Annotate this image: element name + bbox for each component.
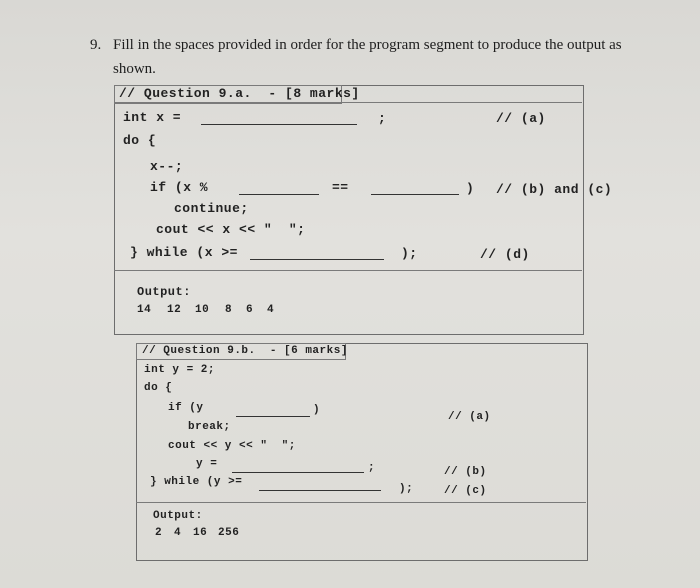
part-b-while-close: ); bbox=[399, 483, 414, 495]
question-text-line2: shown. bbox=[113, 61, 156, 77]
part-b-comment-a: // (a) bbox=[448, 411, 491, 423]
blank-d[interactable] bbox=[250, 259, 384, 260]
part-a-if-close: ) bbox=[466, 181, 475, 196]
part-a-output-2: 12 bbox=[167, 304, 182, 316]
part-b-output-label: Output: bbox=[153, 510, 203, 522]
part-b-output-3: 16 bbox=[193, 527, 208, 539]
part-a-continue-line: continue; bbox=[174, 201, 249, 216]
question-text-line1: Fill in the spaces provided in order for the program segment to produce the output as bbox=[113, 37, 622, 53]
part-a-output-5: 6 bbox=[246, 304, 254, 316]
part-b-output-2: 4 bbox=[174, 527, 182, 539]
part-a-eq-operator: == bbox=[332, 180, 349, 195]
part-a-comment-bc: // (b) and (c) bbox=[496, 182, 613, 197]
part-b-comment-b: // (b) bbox=[444, 466, 487, 478]
part-a-output-label: Output: bbox=[137, 285, 191, 299]
blank-c[interactable] bbox=[371, 194, 459, 195]
part-a-output-6: 4 bbox=[267, 304, 275, 316]
part-b-if-close: ) bbox=[313, 404, 321, 416]
question-number: 9. bbox=[90, 37, 102, 53]
blank-b[interactable] bbox=[239, 194, 319, 195]
part-b-if-line: if (y bbox=[168, 402, 204, 414]
part-a-comment-d: // (d) bbox=[480, 247, 530, 262]
blank-b-c[interactable] bbox=[259, 490, 381, 491]
part-b-assign-line: y = bbox=[196, 458, 218, 470]
part-a-cout-line: cout << x << " "; bbox=[156, 222, 306, 237]
part-a-while-line: } while (x >= bbox=[130, 245, 238, 260]
part-a-if-line: if (x % bbox=[150, 180, 209, 195]
part-a-header-divider bbox=[114, 102, 582, 103]
part-b-while-line: } while (y >= bbox=[150, 476, 243, 488]
part-a-output-1: 14 bbox=[137, 304, 152, 316]
part-b-output-1: 2 bbox=[155, 527, 163, 539]
part-a-while-close: ); bbox=[401, 246, 418, 261]
part-a-output-4: 8 bbox=[225, 304, 233, 316]
part-b-header: // Question 9.b. - [6 marks] bbox=[142, 345, 348, 357]
part-b-output-divider bbox=[136, 502, 586, 503]
part-a-header: // Question 9.a. - [8 marks] bbox=[119, 86, 360, 101]
part-a-do-line: do { bbox=[123, 133, 157, 148]
part-a-output-3: 10 bbox=[195, 304, 210, 316]
part-b-cout-line: cout << y << " "; bbox=[168, 440, 296, 452]
part-a-output-divider bbox=[114, 270, 582, 271]
part-a-int-line: int x = bbox=[123, 110, 182, 125]
part-b-do-line: do { bbox=[144, 382, 173, 394]
part-b-break-line: break; bbox=[188, 421, 231, 433]
part-a-comment-a: // (a) bbox=[496, 111, 546, 126]
part-b-int-line: int y = 2; bbox=[144, 364, 216, 376]
blank-a[interactable] bbox=[201, 124, 357, 125]
part-b-assign-semicolon: ; bbox=[368, 462, 376, 474]
part-a-decrement-line: x--; bbox=[150, 159, 184, 174]
blank-b-b[interactable] bbox=[232, 472, 364, 473]
part-b-comment-c: // (c) bbox=[444, 485, 487, 497]
part-b-output-4: 256 bbox=[218, 527, 240, 539]
part-a-semicolon: ; bbox=[378, 111, 387, 126]
blank-b-a[interactable] bbox=[236, 416, 310, 417]
